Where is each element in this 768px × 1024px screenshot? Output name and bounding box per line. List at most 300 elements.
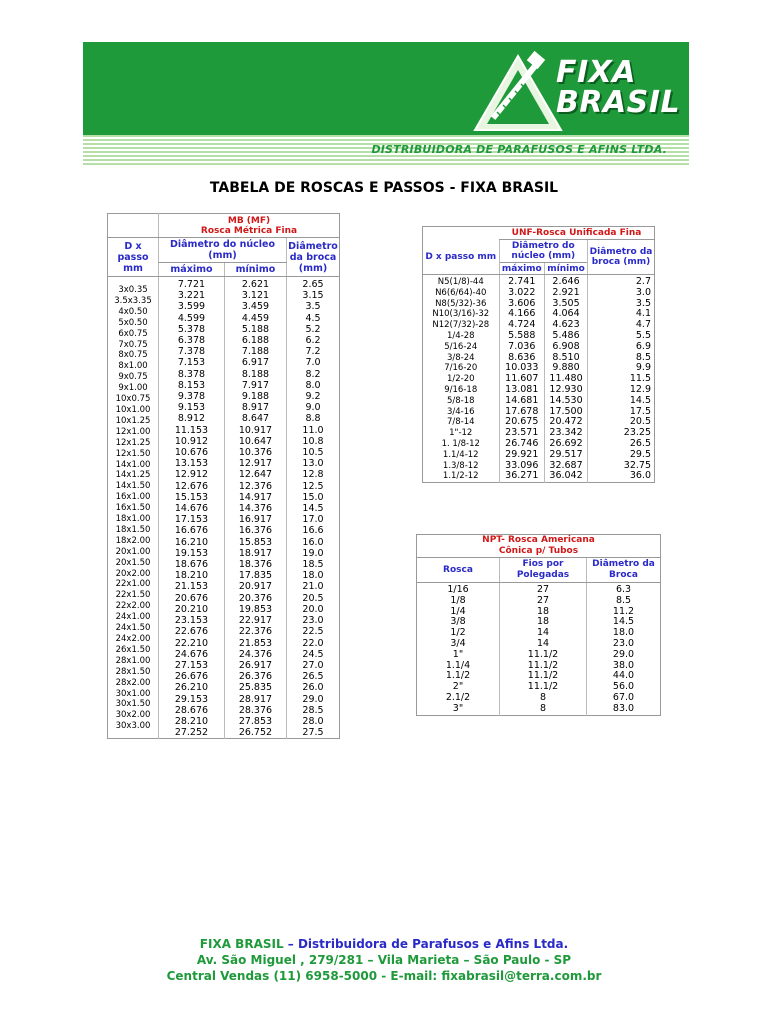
table-cell: 2.741 [499,275,545,288]
mb-metric-fine-table [107,213,340,739]
mb-col-min: mínimo [224,263,286,277]
table-cell: 3.606 [499,299,545,310]
table-cell: 26.676 [174,671,209,683]
table-cell: 17.678 [499,407,545,418]
table-cell: 4.724 [499,320,545,331]
table-cell: 38.0 [587,661,661,672]
table-cell: 3.5 [305,301,321,313]
table-cell: 3.5 [588,299,655,310]
table-cell: 26.692 [545,439,588,450]
table-cell: 3x0.35 [118,285,148,295]
table-cell: 9.0 [305,402,321,414]
table-cell: 1. 1/8-12 [441,438,480,449]
table-row [423,331,655,342]
table-cell: 56.0 [587,682,661,693]
table-cell: 32.75 [588,461,655,472]
table-cell: 7.036 [499,342,545,353]
table-cell: 20.0 [302,603,324,615]
table-cell: 16.210 [174,536,209,548]
table-cell: 5/8-18 [446,395,475,406]
table-cell: 13.153 [174,458,209,470]
table-cell: 9x0.75 [118,372,148,383]
table-row [417,583,661,596]
table-cell: 27.0 [302,659,324,671]
table-cell: 12.676 [174,480,209,492]
table-cell: 20x1.50 [115,557,151,568]
table-cell: 7.378 [177,346,206,358]
table-cell: 11.607 [499,374,545,385]
table-cell: 32.687 [545,461,588,472]
table-cell: 18.676 [174,559,209,571]
table-cell: 21.153 [174,581,209,593]
table-cell: 14.917 [238,491,273,503]
table-cell: 28x1.50 [115,666,151,677]
table-cell: 6.917 [241,357,270,369]
page-title: TABELA DE ROSCAS E PASSOS - FIXA BRASIL [209,180,559,196]
mb-caption-line2: Rosca Métrica Fina [200,225,298,236]
table-cell: 11.0 [302,424,324,436]
table-cell: 2.646 [545,275,588,288]
table-cell: 2.621 [241,279,270,290]
table-cell: 26.746 [499,439,545,450]
table-cell: 26.5 [588,439,655,450]
table-cell: 24x1.50 [115,623,151,634]
npt-col-fios: Fios por Polegadas [500,558,587,583]
table-cell: 28x2.00 [115,677,151,688]
table-cell: 30x1.50 [115,699,151,710]
table-cell: 22x1.50 [115,590,151,601]
table-cell: 10.376 [238,447,273,459]
table-cell: 7.2 [305,346,321,358]
footer [0,936,768,984]
table-cell: 27.5 [302,727,324,739]
table-cell: 26.0 [302,682,324,694]
table-cell: 29.153 [174,693,209,705]
table-cell: 6.9 [588,342,655,353]
header-banner [83,42,689,165]
table-cell: 22.210 [174,637,209,649]
table-cell: 17.835 [238,570,273,582]
mb-caption [159,214,340,238]
table-cell: 12x1.25 [115,437,151,448]
table-cell: 3.599 [177,301,206,313]
table-cell: 3.5x3.35 [114,295,152,306]
table-cell: 8.647 [241,413,270,425]
table-cell: 9/16-18 [444,384,478,395]
table-cell: N10(3/16)-32 [432,309,490,320]
table-cell: 16x1.50 [115,503,151,514]
unf-col-broca: Diâmetro da broca (mm) [588,240,655,275]
table-cell: 4.1 [588,309,655,320]
table-cell: 10.912 [174,435,209,447]
table-cell: 21.853 [238,637,273,649]
table-cell: 14.530 [545,396,588,407]
table-cell: 24x1.00 [115,612,151,623]
table-cell: 23.25 [588,428,655,439]
table-cell: 11.1/2 [500,671,587,682]
table-cell: 7.917 [241,379,270,391]
table-cell: 4.166 [499,309,545,320]
table-row [423,396,655,407]
table-cell: 22.0 [302,637,324,649]
table-row [417,596,661,607]
table-cell: 25.835 [238,682,273,694]
table-cell: 14.5 [588,396,655,407]
table-cell: 3" [452,702,464,714]
table-cell: 12.376 [238,480,273,492]
table-cell: 14x1.00 [115,459,151,470]
table-cell: 11.153 [174,424,209,436]
table-cell: 30x2.00 [115,710,151,721]
table-cell: 26x1.50 [115,644,151,655]
triangle-screw-icon [473,48,563,132]
table-cell: 6x0.75 [118,328,148,339]
table-cell: 15.853 [238,536,273,548]
table-cell: 20.210 [174,603,209,615]
mb-max-column [159,277,225,739]
table-cell: 27 [500,583,587,596]
table-cell: 16.676 [174,525,209,537]
table-cell: 10.033 [499,363,545,374]
table-cell: 18.917 [238,547,273,559]
table-cell: 19.853 [238,603,273,615]
table-row [423,288,655,299]
table-cell: 4.064 [545,309,588,320]
table-cell: 1/2-20 [446,374,475,385]
table-cell: 11.1/2 [500,650,587,661]
table-cell: 12x1.00 [115,426,151,437]
table-cell: 3.022 [499,288,545,299]
table-cell: 18 [500,607,587,618]
table-cell: 5x0.50 [118,317,148,328]
table-cell: 8.188 [241,368,270,380]
table-cell: 44.0 [587,671,661,682]
table-cell: 9.2 [305,391,321,403]
npt-caption-line1: NPT- Rosca Americana [482,535,595,545]
table-cell: 10x1.00 [115,404,151,415]
table-cell: 14 [500,639,587,650]
mb-col-nucleo: Diâmetro do núcleo (mm) [159,238,287,263]
table-cell: 9x1.00 [118,383,148,394]
footer-company-desc: – Distribuidora de Parafusos e Afins Ltda. [283,937,569,951]
table-cell: 2.7 [588,275,655,288]
table-cell: 20.676 [174,592,209,604]
table-cell: 19.153 [174,547,209,559]
table-cell: 20.917 [238,581,273,593]
table-cell: 20.376 [238,592,273,604]
table-cell: 18.0 [302,570,324,582]
table-cell: 7/16-20 [444,363,478,374]
table-cell: 5.5 [588,331,655,342]
table-cell: 9.378 [177,391,206,403]
table-cell: 15.153 [174,491,209,503]
table-cell: 36.0 [588,471,655,482]
npt-col-broca: Diâmetro da Broca [587,558,661,583]
table-cell: 30x3.00 [115,721,151,732]
table-row [423,428,655,439]
fixa-brasil-logo [473,48,681,132]
unf-table [422,226,655,483]
table-cell: 18x2.00 [115,535,151,546]
table-cell: 12.8 [302,469,324,481]
footer-contact: Central Vendas (11) 6958-5000 - E-mail: fixabrasil@terra.com.br [166,969,602,983]
table-row [423,385,655,396]
table-row [423,417,655,428]
table-cell: 6.188 [241,335,270,347]
table-cell: 7x0.75 [118,339,148,350]
table-cell: 18 [500,617,587,628]
table-cell: 23.342 [545,428,588,439]
table-cell: 9.188 [241,391,270,403]
table-cell: 12.5 [302,480,324,492]
table-cell: 29.5 [588,450,655,461]
table-cell: 7.153 [177,357,206,369]
table-cell: 4.599 [177,312,206,324]
table-row [423,374,655,385]
table-cell: 8x1.00 [118,361,148,372]
table-cell: 8.0 [305,379,321,391]
mb-col-broca: Diâmetro da broca (mm) [287,238,340,277]
table-cell: 67.0 [587,693,661,704]
table-cell: 8x0.75 [118,350,148,361]
table-cell: 5.588 [499,331,545,342]
mb-col-max: máximo [159,263,225,277]
table-cell: 6.3 [587,583,661,596]
table-cell: N5(1/8)-44 [437,277,484,287]
table-cell: 3/8-24 [446,352,475,363]
table-cell: 8.5 [588,353,655,364]
table-cell: 10x1.25 [115,415,151,426]
table-cell: 19.0 [302,547,324,559]
mb-dxp-column [108,277,159,739]
table-cell: 22x2.00 [115,601,151,612]
table-cell: 10.917 [238,424,273,436]
table-cell: 28.5 [302,704,324,716]
table-row [423,353,655,364]
logo-word-fixa: FIXA [556,55,637,90]
table-cell: 11.2 [587,607,661,618]
table-cell: 33.096 [499,461,545,472]
footer-company: FIXA BRASIL [199,937,284,951]
table-cell: 10x0.75 [115,394,151,405]
table-cell: 7.188 [241,346,270,358]
table-cell: 27.252 [174,727,209,739]
table-cell: 1.1/2 [445,670,471,682]
table-cell: 1.1/2-12 [442,471,479,482]
table-row [423,363,655,374]
table-cell: 2.65 [302,279,324,290]
table-cell: 16.376 [238,525,273,537]
table-cell: 11.5 [588,374,655,385]
table-cell: 4.459 [241,312,270,324]
table-cell: 24.5 [302,648,324,660]
table-cell: 14.5 [302,503,324,515]
table-cell: 36.271 [499,471,545,482]
table-row [423,407,655,418]
unf-col-nucleo: Diâmetro do núcleo (mm) [499,240,588,263]
table-row [417,704,661,715]
table-cell: 16x1.00 [115,492,151,503]
table-cell: 8.510 [545,353,588,364]
table-cell: 10.676 [174,447,209,459]
table-cell: 4.7 [588,320,655,331]
table-row [417,650,661,661]
table-cell: 1/8 [450,594,466,606]
table-cell: 12.930 [545,385,588,396]
table-cell: 26.210 [174,682,209,694]
table-cell: 18.210 [174,570,209,582]
table-cell: 22.376 [238,626,273,638]
table-cell: 20.5 [588,417,655,428]
banner-subtitle: DISTRIBUIDORA DE PARAFUSOS E AFINS LTDA. [371,143,667,156]
table-cell: 2.1/2 [445,691,471,703]
table-row [423,450,655,461]
table-cell: N8(5/32)-36 [435,298,487,309]
mb-caption-line1: MB (MF) [227,215,271,226]
table-cell: 29.0 [302,693,324,705]
table-cell: N12(7/32)-28 [432,320,490,331]
table-cell: 3/4-16 [446,406,475,417]
table-cell: 8.917 [241,402,270,414]
table-cell: 17.500 [545,407,588,418]
table-cell: 8.8 [305,413,321,425]
table-cell: 6.908 [545,342,588,353]
table-cell: 1/4 [450,605,466,617]
table-cell: 14x1.50 [115,481,151,492]
table-cell: 28.0 [302,715,324,727]
table-cell: N6(6/64)-40 [435,287,487,298]
table-cell: 16.917 [238,514,273,526]
table-cell: 28.376 [238,704,273,716]
table-cell: 16.0 [302,536,324,548]
table-cell: 24x2.00 [115,634,151,644]
table-cell: 8.5 [587,596,661,607]
footer-address: Av. São Miguel , 279/281 – Vila Marieta – São Paulo - SP [196,953,572,967]
table-cell: 1" [452,648,464,660]
table-cell: 10.8 [302,435,324,447]
table-cell: 1.1/4 [445,659,471,671]
table-cell: 27 [500,596,587,607]
table-cell: 23.0 [302,615,324,627]
table-cell: 8 [500,704,587,715]
table-cell: 12x1.50 [115,448,151,459]
table-cell: 12.912 [174,469,209,481]
table-cell: 20x1.00 [115,546,151,557]
table-cell: 8.636 [499,353,545,364]
table-cell: 28x1.00 [115,655,151,666]
table-cell: 3.459 [241,301,270,313]
table-cell: 2" [452,681,464,693]
table-cell: 23.153 [174,615,209,627]
table-cell: 28.210 [174,715,209,727]
table-row [423,471,655,482]
unf-col-min: mínimo [545,263,588,275]
table-cell: 29.921 [499,450,545,461]
table-cell: 36.042 [545,471,588,482]
table-cell: 11.1/2 [500,682,587,693]
table-cell: 6.2 [305,335,321,347]
table-cell: 7.0 [305,357,321,369]
table-cell: 18.0 [587,628,661,639]
table-cell: 9.153 [177,402,206,414]
logo-word-brasil: BRASIL [556,85,681,120]
table-cell: 26.376 [238,671,273,683]
table-cell: 20.675 [499,417,545,428]
table-cell: 24.676 [174,648,209,660]
table-cell: 16.6 [302,525,324,537]
table-cell: 1/4-28 [446,330,475,341]
table-cell: 28.676 [174,704,209,716]
table-cell: 26.5 [302,671,324,683]
table-cell: 1.3/8-12 [442,460,479,471]
table-cell: 3.505 [545,299,588,310]
table-cell: 13.0 [302,458,324,470]
table-row [423,320,655,331]
table-cell: 4.623 [545,320,588,331]
table-cell: 14.681 [499,396,545,407]
table-cell: 22.917 [238,615,273,627]
table-cell: 20x2.00 [115,568,151,579]
table-cell: 14 [500,628,587,639]
npt-col-rosca: Rosca [417,558,500,583]
unf-caption: UNF-Rosca Unificada Fina [499,227,655,240]
table-row [423,342,655,353]
table-cell: 1.1/4-12 [442,449,479,460]
table-cell: 17.0 [302,514,324,526]
table-cell: 13.081 [499,385,545,396]
table-cell: 3.0 [588,288,655,299]
unf-col-max: máximo [499,263,545,275]
mb-broca-column [287,277,340,739]
table-cell: 11.480 [545,374,588,385]
table-cell: 22.676 [174,626,209,638]
table-cell: 10.5 [302,447,324,459]
table-cell: 26.752 [238,727,273,739]
table-cell: 27.153 [174,659,209,671]
table-cell: 1/16 [447,584,469,595]
table-cell: 83.0 [587,704,661,715]
table-cell: 21.0 [302,581,324,593]
table-cell: 26.917 [238,659,273,671]
table-cell: 20.5 [302,592,324,604]
table-row [423,309,655,320]
table-cell: 20.472 [545,417,588,428]
table-cell: 6.378 [177,335,206,347]
table-cell: 27.853 [238,715,273,727]
table-row [423,439,655,450]
table-cell: 30x1.00 [115,688,151,699]
table-cell: 14.376 [238,503,273,515]
unf-rows [423,275,655,483]
table-cell: 11.1/2 [500,661,587,672]
table-cell: 17.5 [588,407,655,418]
table-cell: 18x1.50 [115,524,151,535]
table-cell: 23.0 [587,639,661,650]
table-cell: 3.221 [177,290,206,302]
table-cell: 18.5 [302,559,324,571]
table-row [423,461,655,472]
table-cell: 8.2 [305,368,321,380]
table-cell: 1/2 [450,627,466,639]
table-cell: 5.378 [177,323,206,335]
table-cell: 15.0 [302,491,324,503]
table-cell: 5.188 [241,323,270,335]
table-cell: 4.5 [305,312,321,324]
table-cell: 12.647 [238,469,273,481]
npt-rows [417,583,661,716]
table-cell: 8.153 [177,379,206,391]
table-cell: 17.153 [174,514,209,526]
